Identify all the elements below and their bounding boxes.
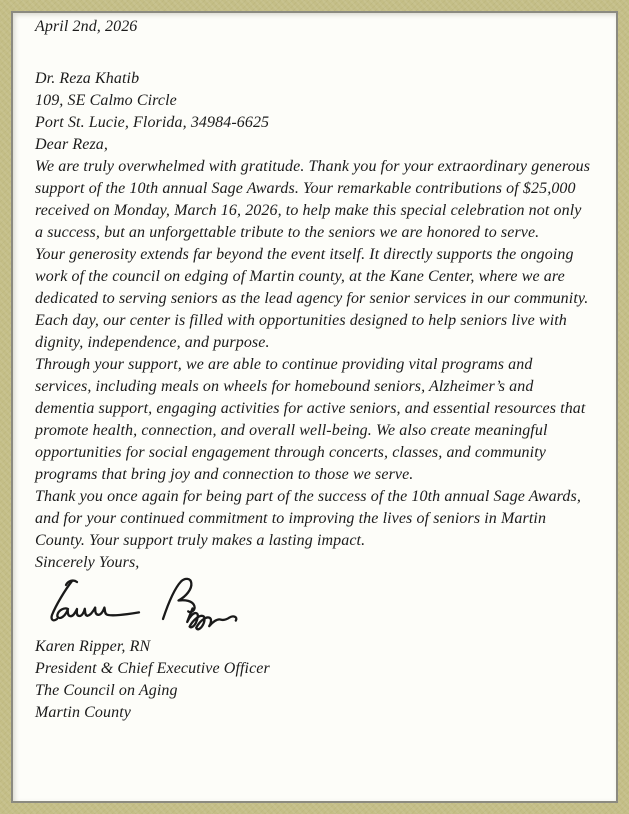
closing-line: Sincerely Yours,	[35, 554, 140, 571]
body-paragraph: Your generosity extends far beyond the event itself. It directly supports the ongoing work of the council on edging of Martin county, at the Kane Center, where we are dedicated to serving seniors as the lead agency for senior services in our community. Each day, our center is filled with opportunities designed to help seniors live with dignity, independence, and purpose.	[35, 246, 589, 351]
recipient-name: Dr. Reza Khatib	[35, 70, 140, 87]
salutation: Dear Reza,	[35, 136, 108, 153]
signer-name: Karen Ripper, RN	[35, 638, 151, 655]
recipient-address-line1: 109, SE Calmo Circle	[35, 92, 177, 109]
signer-organization: The Council on Aging	[35, 682, 178, 699]
signer-title: President & Chief Executive Officer	[35, 660, 270, 677]
letter-date: April 2nd, 2026	[35, 18, 138, 35]
signer-region: Martin County	[35, 704, 131, 721]
recipient-address-line2: Port St. Lucie, Florida, 34984-6625	[35, 114, 270, 131]
signature-image	[35, 576, 592, 632]
letter-page	[11, 11, 618, 803]
body-paragraph: We are truly overwhelmed with gratitude. Thank you for your extraordinary generous support of the 10th annual Sage Awards. Your remarkable contributions of $25,000 received on Monday, March 16, 2026, to help make this special celebration not only a success, but an unforgettable tribute to the seniors we are honored to serve.	[35, 158, 591, 241]
body-paragraph: Thank you once again for being part of the success of the 10th annual Sage Awards, and for your continued commitment to improving the lives of seniors in Martin County. Your support truly makes a lasting impact.	[35, 488, 581, 549]
recipient-address-block	[35, 68, 592, 134]
body-paragraph: Through your support, we are able to continue providing vital programs and services, including meals on wheels for homebound seniors, Alzheimer’s and dementia support, engaging activities for active seniors, and essential resources that promote health, connection, and overall well-being. We also create meaningful opportunities for social engagement through concerts, classes, and community programs that bring joy and connection to those we serve.	[35, 356, 586, 483]
signer-block	[35, 636, 592, 724]
